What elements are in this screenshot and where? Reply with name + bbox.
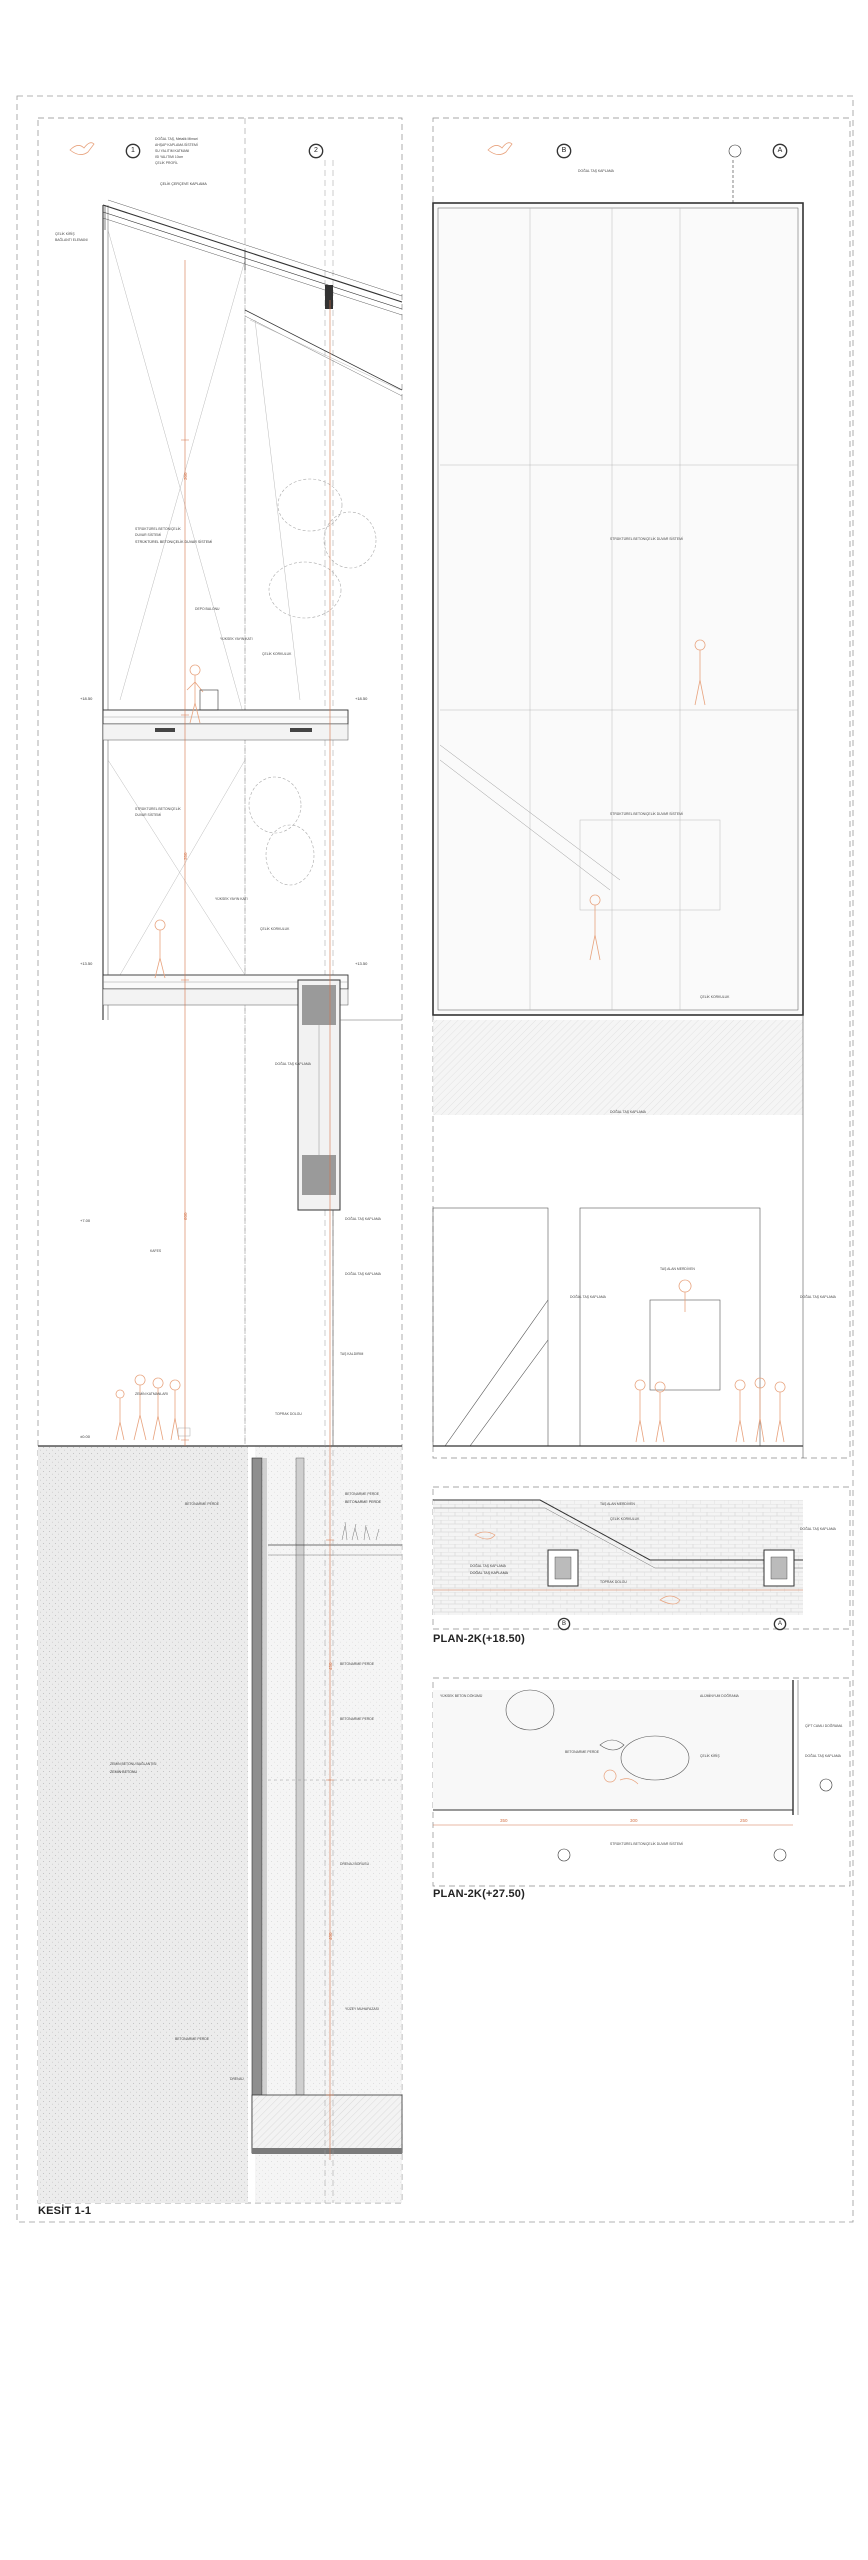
svg-text:STRÜKTÜREL BETON/ÇELİK DUVAR S: STRÜKTÜREL BETON/ÇELİK DUVAR SİSTEMİ bbox=[610, 1842, 683, 1846]
floor-slab-upper bbox=[103, 710, 348, 740]
plan-bubble-b: B bbox=[558, 1618, 570, 1630]
plan-lower bbox=[433, 1678, 850, 1886]
svg-text:600: 600 bbox=[183, 1212, 188, 1220]
svg-text:DUVAR SİSTEMİ: DUVAR SİSTEMİ bbox=[135, 813, 162, 817]
svg-text:DOĞAL TAŞ KAPLAMA: DOĞAL TAŞ KAPLAMA bbox=[345, 1217, 381, 1221]
grid-bubble-1: 1 bbox=[126, 144, 140, 158]
svg-text:BETONARME PERDE: BETONARME PERDE bbox=[340, 1662, 375, 1666]
svg-text:350: 350 bbox=[183, 852, 188, 860]
svg-text:STRÜKTÜREL BETON/ÇELİK DUVAR S: STRÜKTÜREL BETON/ÇELİK DUVAR SİSTEMİ bbox=[610, 812, 683, 816]
svg-text:300: 300 bbox=[630, 1818, 638, 1823]
section-title: KESİT 1-1 bbox=[38, 2205, 92, 2217]
svg-text:250: 250 bbox=[740, 1818, 748, 1823]
svg-text:DOĞAL TAŞ KAPLAMA: DOĞAL TAŞ KAPLAMA bbox=[470, 1564, 506, 1568]
svg-text:DOĞAL TAŞ KAPLAMA: DOĞAL TAŞ KAPLAMA bbox=[610, 1110, 646, 1114]
svg-text:TAŞ ALAN MERDİVEN: TAŞ ALAN MERDİVEN bbox=[600, 1502, 635, 1506]
plan-stone-note: DOĞAL TAŞ KAPLAMA bbox=[470, 1571, 509, 1575]
svg-text:ÇELİK KORKULUK: ÇELİK KORKULUK bbox=[610, 1517, 640, 1521]
svg-text:BETONARME PERDE: BETONARME PERDE bbox=[185, 1502, 220, 1506]
soil-zone bbox=[38, 1446, 248, 2203]
plan-upper bbox=[433, 1487, 850, 1630]
svg-text:STRÜKTÜREL BETON/ÇELİK: STRÜKTÜREL BETON/ÇELİK bbox=[135, 807, 181, 811]
svg-text:AHŞAP KAPLAMA SİSTEMİ: AHŞAP KAPLAMA SİSTEMİ bbox=[155, 143, 198, 147]
svg-text:ÇİFT CAMLI DOĞRAMA: ÇİFT CAMLI DOĞRAMA bbox=[805, 1724, 843, 1728]
svg-text:DOĞAL TAŞ KAPLAMA: DOĞAL TAŞ KAPLAMA bbox=[800, 1527, 836, 1531]
svg-text:ALÜMİNYUM DOĞRAMA: ALÜMİNYUM DOĞRAMA bbox=[700, 1694, 739, 1698]
ground-wall-band bbox=[433, 1020, 803, 1115]
svg-text:ÇELİK KORKULUK: ÇELİK KORKULUK bbox=[262, 652, 292, 656]
svg-text:450: 450 bbox=[328, 1662, 333, 1670]
svg-text:DOĞAL TAŞ KAPLAMA: DOĞAL TAŞ KAPLAMA bbox=[570, 1295, 606, 1299]
svg-text:+13.50: +13.50 bbox=[355, 961, 368, 966]
svg-text:YÜKSEK YAYIN KATI: YÜKSEK YAYIN KATI bbox=[220, 637, 253, 641]
ground-zone-note: ZEMİN BETONU bbox=[110, 1770, 138, 1774]
svg-text:400: 400 bbox=[328, 1932, 333, 1940]
svg-text:DOĞAL TAŞ, Metalik Mimari: DOĞAL TAŞ, Metalik Mimari bbox=[155, 137, 198, 141]
svg-text:ISI YALITIMI 10cm: ISI YALITIMI 10cm bbox=[155, 155, 184, 159]
svg-text:STRÜKTÜREL BETON/ÇELİK DUVAR S: STRÜKTÜREL BETON/ÇELİK DUVAR SİSTEMİ bbox=[610, 537, 683, 541]
svg-text:BETONARME PERDE: BETONARME PERDE bbox=[175, 2037, 210, 2041]
svg-text:BETONARME PERDE: BETONARME PERDE bbox=[565, 1750, 600, 1754]
svg-text:+7.00: +7.00 bbox=[80, 1218, 91, 1223]
svg-text:DOĞAL TAŞ KAPLAMA: DOĞAL TAŞ KAPLAMA bbox=[275, 1062, 311, 1066]
svg-text:+18.50: +18.50 bbox=[355, 696, 368, 701]
hanging-volume bbox=[298, 980, 402, 1446]
plan-upper-title: PLAN-2K(+18.50) bbox=[433, 1633, 525, 1645]
svg-text:BETONARME PERDE: BETONARME PERDE bbox=[345, 1492, 380, 1496]
svg-text:YÜZEY MUHAFAZASI: YÜZEY MUHAFAZASI bbox=[345, 2007, 379, 2011]
roof-note: ÇELİK ÇERÇEVE KAPLAMA bbox=[160, 182, 207, 186]
svg-text:TOPRAK DOLGU: TOPRAK DOLGU bbox=[275, 1412, 302, 1416]
svg-text:TAŞ KALDIRIM: TAŞ KALDIRIM bbox=[340, 1352, 364, 1356]
svg-text:DEPO BALONU: DEPO BALONU bbox=[195, 607, 220, 611]
wall-system-note: STRÜKTÜREL BETON/ÇELİK DUVAR SİSTEMİ bbox=[135, 540, 213, 544]
elevation-drawing bbox=[433, 118, 850, 1458]
section-drawing bbox=[38, 118, 402, 2203]
svg-text:TAŞ ALAN MERDİVEN: TAŞ ALAN MERDİVEN bbox=[660, 1267, 695, 1271]
svg-text:BAĞLANTI ELEMANI: BAĞLANTI ELEMANI bbox=[55, 238, 88, 242]
plan-lower-title: PLAN-2K(+27.50) bbox=[433, 1888, 525, 1900]
human-figures bbox=[116, 665, 203, 1440]
grid-bubble-2: 2 bbox=[309, 144, 323, 158]
svg-text:300: 300 bbox=[183, 472, 188, 480]
svg-text:ÇELİK KORKULUK: ÇELİK KORKULUK bbox=[260, 927, 290, 931]
concrete-wall-note: BETONARME PERDE bbox=[345, 1500, 382, 1504]
bird-sketch bbox=[70, 143, 94, 155]
foundation-slab bbox=[252, 2095, 402, 2153]
svg-text:ÇELİK KİRİŞ: ÇELİK KİRİŞ bbox=[700, 1754, 720, 1758]
svg-text:DOĞAL TAŞ KAPLAMA: DOĞAL TAŞ KAPLAMA bbox=[800, 1295, 836, 1299]
svg-text:DUVAR SİSTEMİ: DUVAR SİSTEMİ bbox=[135, 533, 162, 537]
svg-text:ZEMİN KATMANLARI: ZEMİN KATMANLARI bbox=[135, 1392, 168, 1396]
svg-text:YÜKSEK YAYIN KATI: YÜKSEK YAYIN KATI bbox=[215, 897, 248, 901]
svg-text:+18.50: +18.50 bbox=[80, 696, 93, 701]
svg-text:STRÜKTÜREL BETON/ÇELİK: STRÜKTÜREL BETON/ÇELİK bbox=[135, 527, 181, 531]
retaining-wall bbox=[252, 1458, 262, 2148]
tree-outline bbox=[249, 479, 376, 885]
svg-text:BETONARME PERDE: BETONARME PERDE bbox=[340, 1717, 375, 1721]
svg-text:350: 350 bbox=[500, 1818, 508, 1823]
plan-bubble-a: A bbox=[774, 1618, 786, 1630]
svg-text:DRENAJ: DRENAJ bbox=[230, 2077, 244, 2081]
svg-text:±0.00: ±0.00 bbox=[80, 1434, 90, 1439]
svg-text:KAFES: KAFES bbox=[150, 1249, 162, 1253]
building-volume bbox=[433, 203, 803, 1015]
grid-bubble-a: A bbox=[773, 144, 787, 158]
svg-text:ÇELİK PROFİL: ÇELİK PROFİL bbox=[155, 161, 178, 165]
svg-text:DOĞAL TAŞ KAPLAMA: DOĞAL TAŞ KAPLAMA bbox=[805, 1754, 841, 1758]
svg-text:TOPRAK DOLGU: TOPRAK DOLGU bbox=[600, 1580, 627, 1584]
sloped-roof bbox=[103, 200, 402, 315]
svg-text:ZEMİN BETONU BAĞLANTISI: ZEMİN BETONU BAĞLANTISI bbox=[110, 1762, 157, 1766]
svg-text:+13.50: +13.50 bbox=[80, 961, 93, 966]
svg-text:SU YALITIM KATMANI: SU YALITIM KATMANI bbox=[155, 149, 190, 153]
svg-text:DOĞAL TAŞ KAPLAMA: DOĞAL TAŞ KAPLAMA bbox=[578, 169, 614, 173]
grid-bubble-b: B bbox=[557, 144, 571, 158]
svg-text:DRENAJ BORUSU: DRENAJ BORUSU bbox=[340, 1862, 370, 1866]
svg-text:YÜKSEK BETON DÖKÜMÜ: YÜKSEK BETON DÖKÜMÜ bbox=[440, 1694, 483, 1698]
svg-text:ÇELİK KİRİŞ: ÇELİK KİRİŞ bbox=[55, 232, 75, 236]
svg-text:ÇELİK KORKULUK: ÇELİK KORKULUK bbox=[700, 995, 730, 999]
svg-text:DOĞAL TAŞ KAPLAMA: DOĞAL TAŞ KAPLAMA bbox=[345, 1272, 381, 1276]
